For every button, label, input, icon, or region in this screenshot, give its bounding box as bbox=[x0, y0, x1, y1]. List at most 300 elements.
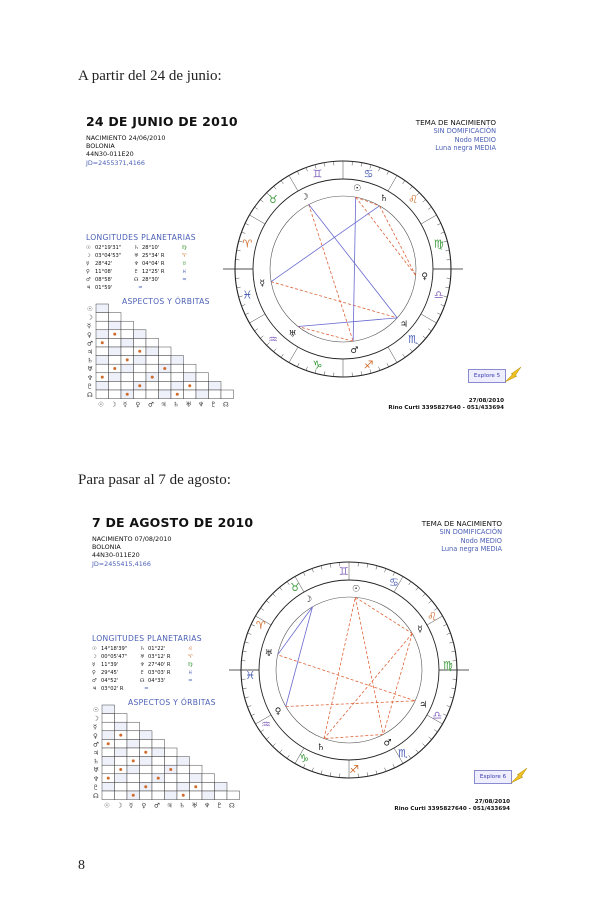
longitude-value: 14°18'39" bbox=[101, 646, 128, 652]
longitude-value: 28°10' bbox=[142, 245, 160, 251]
degree-tick bbox=[428, 329, 431, 331]
aspect-cell bbox=[102, 791, 115, 800]
coords-line: 44N30-011E20 bbox=[86, 150, 134, 159]
grid-row-glyph: ♂ bbox=[93, 740, 99, 749]
grid-col-glyph: ♅ bbox=[191, 801, 198, 810]
degree-tick bbox=[251, 714, 255, 716]
degree-tick bbox=[410, 349, 413, 352]
planet-glyph: ♂ bbox=[86, 277, 91, 283]
degree-tick bbox=[330, 772, 331, 776]
planet-glyph: ♂ bbox=[383, 738, 392, 749]
grid-row-glyph: ☿ bbox=[93, 723, 97, 732]
longitude-value: 11°39' bbox=[101, 662, 119, 668]
grid-row-glyph: ♀ bbox=[93, 731, 98, 740]
sign-glyph: ♓ bbox=[182, 269, 187, 275]
aspect-cell bbox=[215, 791, 228, 800]
degree-tick bbox=[385, 768, 386, 772]
aspect-line bbox=[309, 205, 353, 342]
signature-text: Rino Curti 3395827640 - 051/433694 bbox=[388, 405, 504, 411]
grid-col-glyph: ♀ bbox=[135, 400, 141, 409]
aspect-cell bbox=[102, 722, 115, 731]
aspect-cell bbox=[96, 313, 109, 322]
degree-tick bbox=[429, 601, 432, 604]
aspect-cell bbox=[146, 338, 159, 347]
aspect-cell bbox=[134, 364, 147, 373]
degree-tick bbox=[249, 314, 265, 323]
date-stamp: 27/08/2010 bbox=[474, 799, 510, 805]
aspect-cell bbox=[177, 774, 190, 783]
grid-row-glyph: ☽ bbox=[87, 313, 93, 322]
longitudes-title: LONGITUDES PLANETARIAS bbox=[92, 634, 202, 643]
aspect-cell bbox=[102, 757, 115, 766]
aspect-mark bbox=[194, 785, 197, 788]
sign-glyph: ♒ bbox=[182, 277, 187, 283]
aspect-cell bbox=[115, 757, 128, 766]
aspect-line bbox=[286, 701, 415, 707]
zodiac-glyph: ♏ bbox=[408, 333, 418, 347]
aspect-cell bbox=[96, 304, 109, 313]
aspect-mark bbox=[169, 768, 172, 771]
lightning-logo bbox=[509, 767, 531, 785]
longitude-value: 03°04'53" bbox=[95, 253, 122, 259]
degree-tick bbox=[287, 755, 289, 758]
chart-block-2 bbox=[84, 515, 544, 845]
tema-box bbox=[416, 119, 496, 153]
planet-glyph: ☉ bbox=[86, 245, 91, 251]
planet-glyph: ☊ bbox=[134, 277, 139, 283]
grid-row-glyph: ☊ bbox=[87, 391, 93, 399]
aspect-cell bbox=[121, 321, 134, 330]
degree-tick bbox=[449, 697, 453, 698]
longitude-value: 00°05'47" bbox=[101, 654, 128, 660]
degree-tick bbox=[306, 168, 307, 172]
grid-col-glyph: ♇ bbox=[216, 801, 223, 810]
aspect-mark bbox=[132, 759, 135, 762]
planet-glyph: ♃ bbox=[419, 700, 428, 711]
degree-tick bbox=[273, 744, 276, 747]
grid-col-glyph: ♇ bbox=[210, 400, 217, 409]
zodiac-glyph: ♊ bbox=[312, 167, 323, 181]
signature-text: Rino Curti 3395827640 - 051/433694 bbox=[394, 806, 510, 812]
grid-row-glyph: ☿ bbox=[87, 322, 91, 331]
degree-tick bbox=[451, 651, 455, 652]
aspect-cell bbox=[121, 381, 134, 390]
aspect-cell bbox=[96, 347, 109, 356]
aspect-cell bbox=[109, 321, 122, 330]
tema-title: TEMA DE NACIMIENTO bbox=[415, 118, 496, 127]
planet-glyph: ☿ bbox=[417, 625, 423, 635]
aspect-cell bbox=[177, 765, 190, 774]
aspect-cell bbox=[134, 373, 147, 382]
planet-glyph: ♀ bbox=[274, 707, 282, 717]
aspect-cell bbox=[159, 356, 172, 365]
degree-tick bbox=[434, 730, 437, 732]
sign-glyph: ♌ bbox=[188, 646, 193, 652]
aspect-line bbox=[324, 597, 355, 738]
degree-tick bbox=[416, 587, 419, 590]
aspect-cell bbox=[96, 390, 109, 399]
degree-tick bbox=[245, 697, 249, 698]
grid-row-glyph: ☽ bbox=[93, 714, 99, 723]
date-stamp: 27/08/2010 bbox=[468, 398, 504, 404]
sign-glyph: ♍ bbox=[182, 245, 187, 251]
degree-tick bbox=[281, 181, 283, 184]
grid-col-glyph: ♄ bbox=[173, 400, 179, 409]
aspect-cell bbox=[165, 748, 178, 757]
sign-ring bbox=[253, 179, 433, 359]
grid-col-glyph: ♂ bbox=[154, 801, 160, 810]
aspect-mark bbox=[138, 350, 141, 353]
planet-glyph: ☉ bbox=[353, 184, 362, 195]
degree-tick bbox=[260, 336, 263, 339]
jd-line: JD=2455371,4166 bbox=[86, 158, 145, 167]
aspect-mark bbox=[119, 768, 122, 771]
longitude-value: 04°52' bbox=[101, 678, 119, 684]
planet-glyph: ♇ bbox=[134, 269, 139, 275]
aspect-cell bbox=[165, 774, 178, 783]
aspect-line bbox=[383, 634, 412, 735]
signature-block bbox=[384, 398, 504, 412]
zodiac-glyph: ♉ bbox=[268, 192, 278, 206]
aspect-cell bbox=[152, 748, 165, 757]
caption-first: A partir del 24 de junio: bbox=[78, 68, 222, 84]
aspect-line bbox=[298, 327, 353, 342]
aspect-cell bbox=[115, 782, 128, 791]
aspect-cell bbox=[127, 739, 140, 748]
grid-row-glyph: ♃ bbox=[87, 348, 93, 356]
grid-col-glyph: ☉ bbox=[104, 801, 110, 810]
degree-tick bbox=[403, 354, 405, 357]
explore-badge: Explore 5 bbox=[468, 369, 506, 383]
aspect-cell bbox=[202, 791, 215, 800]
degree-tick bbox=[393, 764, 395, 768]
aspect-cell bbox=[96, 364, 109, 373]
grid-row-glyph: ♅ bbox=[87, 365, 93, 374]
sign-glyph: ♒ bbox=[188, 678, 193, 684]
degree-tick bbox=[428, 207, 431, 209]
aspect-cell bbox=[171, 373, 184, 382]
longitude-value: 08°58' bbox=[95, 277, 113, 283]
natal-wheel bbox=[234, 555, 464, 785]
aspect-cell bbox=[115, 714, 128, 723]
aspect-cell bbox=[121, 330, 134, 339]
degree-tick bbox=[423, 200, 426, 203]
degree-tick bbox=[376, 770, 377, 774]
zodiac-glyph: ♍ bbox=[433, 237, 444, 251]
grid-row-glyph: ♄ bbox=[87, 356, 93, 365]
degree-tick bbox=[280, 587, 283, 590]
degree-tick bbox=[242, 232, 246, 233]
zodiac-glyph: ♏ bbox=[397, 747, 408, 761]
planet-glyph: ♅ bbox=[264, 648, 273, 659]
explore-badge: Explore 6 bbox=[474, 770, 512, 784]
degree-tick bbox=[289, 347, 298, 363]
degree-tick bbox=[403, 181, 405, 184]
degree-tick bbox=[385, 569, 386, 573]
grid-row-glyph: ♀ bbox=[87, 330, 92, 339]
aspect-line bbox=[355, 597, 412, 633]
aspect-mark bbox=[182, 794, 185, 797]
degree-tick bbox=[429, 737, 432, 740]
longitude-value: 11°08' bbox=[95, 269, 113, 275]
aspect-cell bbox=[152, 765, 165, 774]
place-line: BOLONIA bbox=[86, 142, 115, 151]
aspect-cell bbox=[134, 356, 147, 365]
aspect-cell bbox=[209, 390, 222, 399]
aspect-cell bbox=[109, 347, 122, 356]
sign-glyph: ♓ bbox=[188, 670, 193, 676]
sign-ring bbox=[259, 580, 439, 760]
aspect-mark bbox=[144, 785, 147, 788]
planet-glyph: ♀ bbox=[421, 272, 428, 283]
coords-line: 44N30-011E20 bbox=[92, 551, 140, 560]
degree-tick bbox=[312, 569, 313, 573]
aspect-mark bbox=[144, 751, 147, 754]
aspects-cells bbox=[93, 705, 240, 810]
aspect-cell bbox=[171, 364, 184, 373]
longitude-value: 04°33' bbox=[148, 678, 166, 684]
degree-tick bbox=[321, 770, 322, 774]
degree-tick bbox=[409, 582, 411, 585]
aspect-mark bbox=[113, 367, 116, 370]
aspect-line bbox=[353, 197, 356, 341]
aspect-cell bbox=[121, 347, 134, 356]
sign-glyph: ♉ bbox=[182, 261, 187, 267]
aspect-cell bbox=[221, 390, 234, 399]
place-line: BOLONIA bbox=[92, 543, 121, 552]
aspect-mark bbox=[107, 777, 110, 780]
grid-row-glyph: ♆ bbox=[93, 774, 99, 783]
aspect-cell bbox=[140, 765, 153, 774]
aspect-cell bbox=[165, 782, 178, 791]
tema-line: Luna negra MEDIA bbox=[435, 144, 496, 153]
planet-glyph: ☉ bbox=[92, 646, 97, 652]
chart-block-1 bbox=[78, 114, 538, 444]
aspect-cell bbox=[121, 373, 134, 382]
grid-col-glyph: ♃ bbox=[160, 400, 167, 409]
aspect-cell bbox=[146, 356, 159, 365]
degree-tick bbox=[255, 329, 258, 331]
zodiac-glyph: ♒ bbox=[268, 333, 278, 347]
degree-tick bbox=[261, 608, 264, 610]
aspect-cell bbox=[190, 765, 203, 774]
degree-tick bbox=[361, 163, 362, 167]
aspect-line bbox=[278, 655, 416, 701]
sign-glyph: ♒ bbox=[144, 686, 149, 692]
degree-tick bbox=[245, 642, 249, 643]
degree-tick bbox=[273, 594, 276, 597]
degree-tick bbox=[387, 363, 389, 367]
grid-col-glyph: ♂ bbox=[148, 400, 154, 409]
aspect-line bbox=[278, 607, 313, 655]
aspect-cell bbox=[190, 791, 203, 800]
degree-tick bbox=[274, 349, 277, 352]
planet-glyph: ♂ bbox=[92, 678, 97, 684]
aspect-cell bbox=[159, 347, 172, 356]
grid-col-glyph: ♆ bbox=[204, 801, 210, 810]
planet-glyph: ☊ bbox=[140, 678, 145, 684]
aspect-mark bbox=[101, 341, 104, 344]
longitude-value: 27°40' R bbox=[148, 662, 171, 668]
zodiac-glyph: ♎ bbox=[432, 708, 443, 722]
aspect-cell bbox=[102, 731, 115, 740]
grid-row-glyph: ♄ bbox=[93, 757, 99, 766]
aspect-mark bbox=[119, 734, 122, 737]
grid-col-glyph: ☊ bbox=[229, 801, 235, 810]
tema-line: SIN DOMIFICACIÓN bbox=[439, 528, 502, 537]
planet-glyph: ♃ bbox=[92, 686, 97, 692]
degree-tick bbox=[437, 223, 441, 225]
aspect-cell bbox=[102, 748, 115, 757]
zodiac-glyph: ♐ bbox=[363, 358, 374, 372]
planet-glyph: ♂ bbox=[350, 346, 359, 357]
longitude-value: 29°45' bbox=[101, 670, 119, 676]
planet-glyph: ♅ bbox=[140, 654, 145, 660]
degree-tick bbox=[437, 313, 441, 315]
aspect-cell bbox=[127, 765, 140, 774]
aspect-mark bbox=[163, 367, 166, 370]
grid-col-glyph: ♅ bbox=[185, 400, 192, 409]
degree-tick bbox=[388, 347, 397, 363]
grid-row-glyph: ♂ bbox=[87, 339, 93, 348]
degree-tick bbox=[297, 363, 299, 367]
zodiac-glyph: ♈ bbox=[255, 619, 266, 633]
planet-glyph: ♆ bbox=[140, 662, 145, 668]
aspect-cell bbox=[209, 381, 222, 390]
tema-line: Nodo MEDIO bbox=[460, 536, 502, 545]
degree-tick bbox=[242, 305, 246, 306]
longitudes-table bbox=[86, 243, 216, 299]
longitude-value: 28°42' bbox=[95, 261, 113, 267]
aspect-cell bbox=[134, 390, 147, 399]
aspect-cell bbox=[127, 722, 140, 731]
planet-glyph: ♄ bbox=[134, 245, 139, 251]
aspect-cell bbox=[152, 757, 165, 766]
aspect-cell bbox=[159, 373, 172, 382]
planet-glyph: ♆ bbox=[134, 261, 139, 267]
aspect-cell bbox=[140, 739, 153, 748]
aspect-cell bbox=[159, 390, 172, 399]
degree-tick bbox=[249, 215, 265, 224]
longitude-value: 03°12' R bbox=[148, 654, 171, 660]
planet-glyph: ♃ bbox=[86, 285, 91, 291]
planet-glyph: ♇ bbox=[140, 670, 145, 676]
aspect-line bbox=[271, 206, 379, 282]
planet-glyph: ♀ bbox=[92, 670, 96, 676]
sign-glyph: ♈ bbox=[188, 654, 193, 660]
aspect-mark bbox=[101, 376, 104, 379]
planet-glyph: ☿ bbox=[86, 261, 90, 267]
degree-tick bbox=[379, 367, 380, 371]
aspect-cell bbox=[140, 757, 153, 766]
aspect-cell bbox=[196, 390, 209, 399]
grid-row-glyph: ♇ bbox=[93, 783, 99, 792]
aspect-cell bbox=[115, 748, 128, 757]
grid-row-glyph: ♅ bbox=[93, 766, 99, 775]
grid-col-glyph: ☿ bbox=[129, 801, 133, 810]
aspect-cell bbox=[227, 791, 240, 800]
degree-tick bbox=[423, 336, 426, 339]
aspect-cell bbox=[146, 364, 159, 373]
tema-line: SIN DOMIFICACIÓN bbox=[433, 127, 496, 136]
longitude-value: 25°34' R bbox=[142, 253, 165, 259]
zodiac-glyph: ♑ bbox=[312, 358, 323, 372]
aspect-cell bbox=[171, 381, 184, 390]
aspect-cell bbox=[165, 791, 178, 800]
aspect-cell bbox=[215, 782, 228, 791]
aspect-cell bbox=[127, 782, 140, 791]
zodiac-glyph: ♌ bbox=[408, 192, 418, 206]
longitude-value: 01°22' bbox=[148, 646, 166, 652]
zodiac-glyph: ♍ bbox=[442, 658, 453, 672]
degree-tick bbox=[251, 624, 255, 626]
zodiac-glyph: ♒ bbox=[261, 717, 271, 731]
tema-box bbox=[422, 520, 502, 554]
degree-tick bbox=[260, 200, 263, 203]
degree-tick bbox=[447, 706, 451, 707]
grid-col-glyph: ♄ bbox=[179, 801, 185, 810]
degree-tick bbox=[248, 633, 252, 634]
degree-tick bbox=[312, 768, 313, 772]
longitude-value: 28°30' bbox=[142, 277, 160, 283]
aspect-cell bbox=[140, 791, 153, 800]
aspect-cell bbox=[127, 774, 140, 783]
planet-glyph: ♄ bbox=[140, 646, 145, 652]
degree-tick bbox=[443, 714, 447, 716]
degree-tick bbox=[287, 582, 289, 585]
zodiac-glyph: ♈ bbox=[242, 237, 253, 251]
inner-ring bbox=[270, 193, 416, 342]
aspect-cell bbox=[146, 381, 159, 390]
aspect-cell bbox=[127, 748, 140, 757]
aspect-cell bbox=[190, 774, 203, 783]
planet-glyph: ♅ bbox=[134, 253, 139, 259]
aspect-cell bbox=[102, 782, 115, 791]
lightning-logo bbox=[503, 366, 525, 384]
aspect-cell bbox=[109, 390, 122, 399]
degree-tick bbox=[248, 706, 252, 707]
caption-second: Para pasar al 7 de agosto: bbox=[78, 472, 231, 488]
aspect-mark bbox=[151, 376, 154, 379]
grid-col-glyph: ♀ bbox=[141, 801, 147, 810]
degree-tick bbox=[441, 232, 445, 233]
aspect-mark bbox=[157, 777, 160, 780]
aspects-title: ASPECTOS Y ÓRBITAS bbox=[128, 698, 216, 707]
degree-tick bbox=[423, 594, 426, 597]
degree-tick bbox=[361, 371, 362, 375]
aspect-cell bbox=[102, 705, 115, 714]
aspect-mark bbox=[188, 384, 191, 387]
aspect-cell bbox=[184, 364, 197, 373]
planet-glyph: ♄ bbox=[379, 193, 389, 204]
aspect-cell bbox=[152, 739, 165, 748]
aspect-cell bbox=[152, 782, 165, 791]
longitude-value: 02°19'31" bbox=[95, 245, 122, 251]
degree-tick bbox=[421, 215, 437, 224]
aspect-cell bbox=[184, 390, 197, 399]
degree-tick bbox=[266, 737, 269, 740]
longitudes-title: LONGITUDES PLANETARIAS bbox=[86, 233, 196, 242]
aspect-mark bbox=[132, 794, 135, 797]
natal-wheel bbox=[228, 154, 458, 384]
aspect-cell bbox=[96, 330, 109, 339]
aspect-cell bbox=[152, 791, 165, 800]
degree-tick bbox=[297, 171, 299, 175]
planet-glyph: ☽ bbox=[300, 192, 309, 203]
aspect-mark bbox=[138, 384, 141, 387]
zodiac-glyph: ♓ bbox=[245, 669, 256, 683]
degree-tick bbox=[423, 744, 426, 747]
